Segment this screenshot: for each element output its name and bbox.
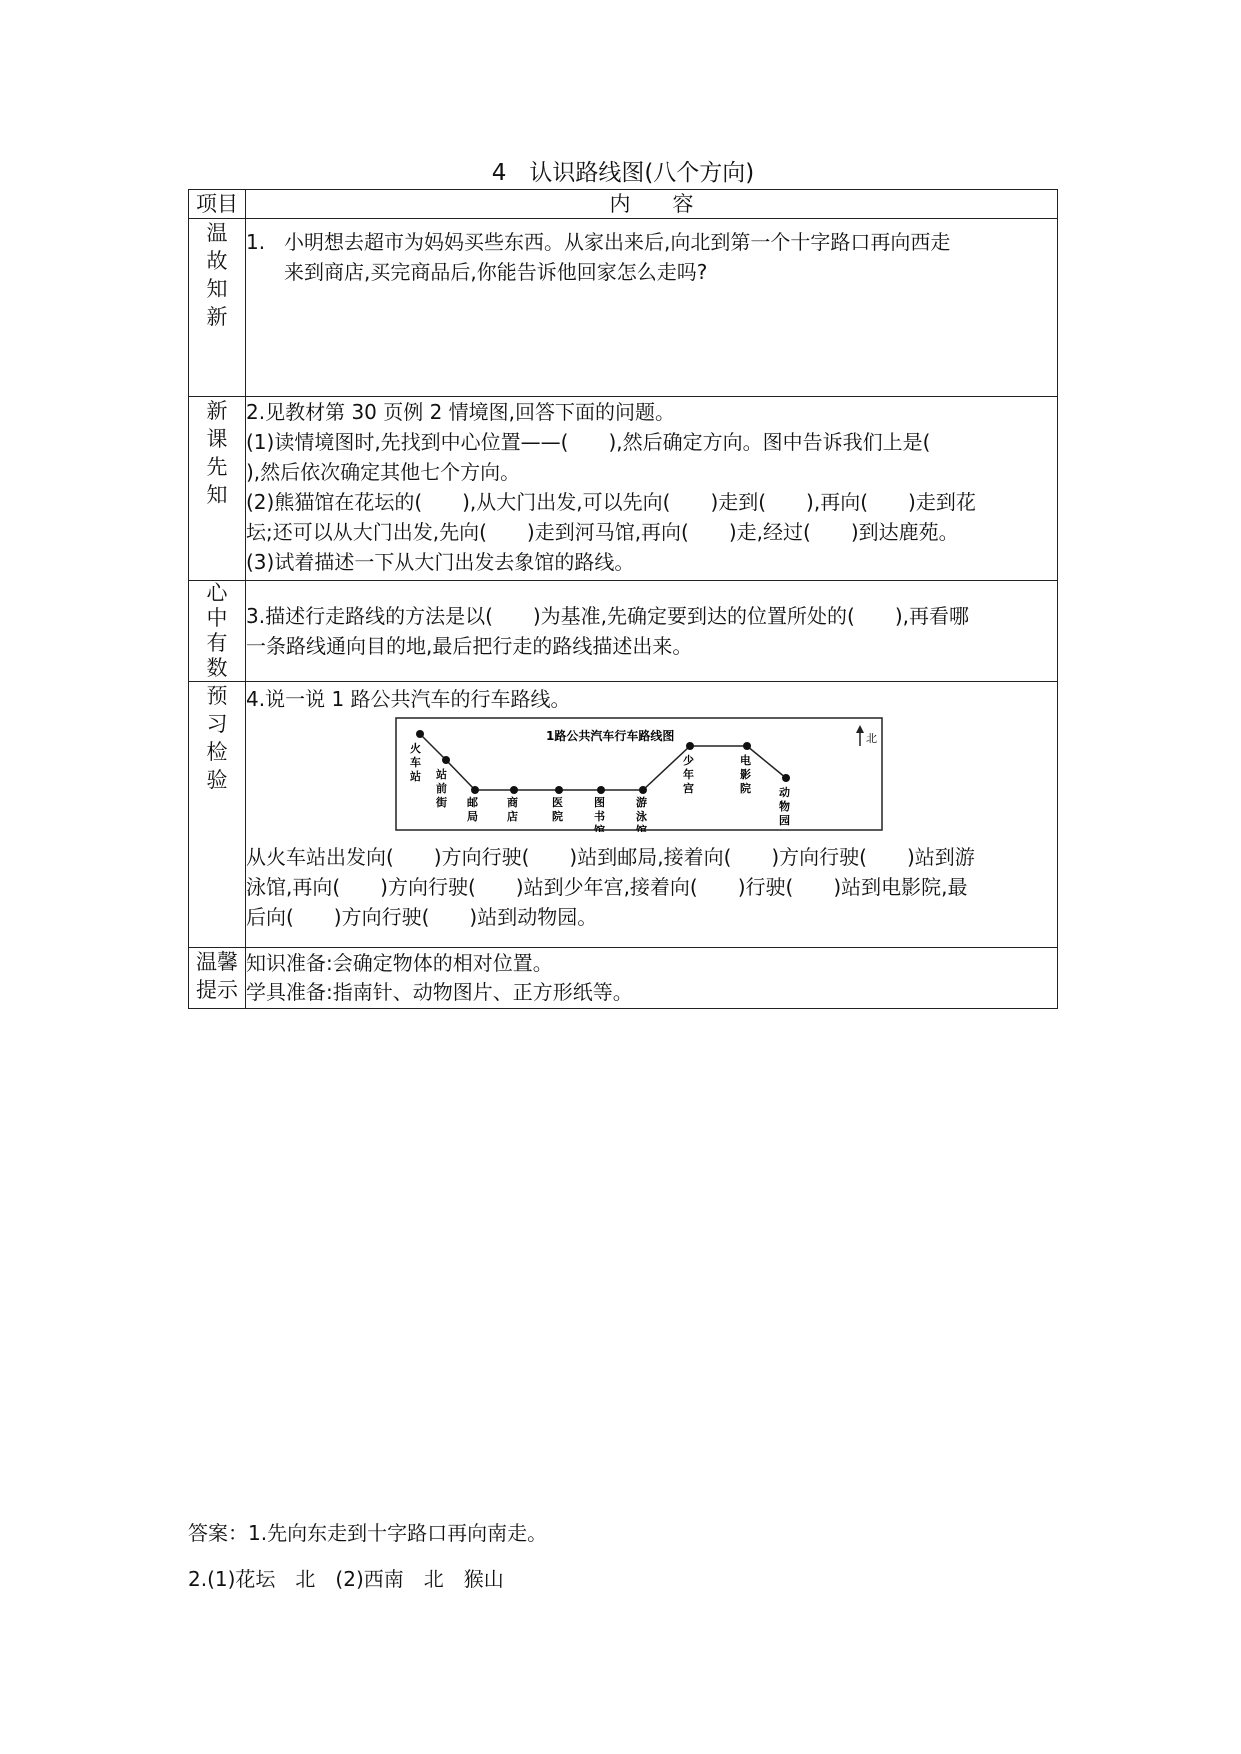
station-dot xyxy=(510,786,518,794)
question-number: 1. xyxy=(246,230,266,254)
question-text: 泳馆,再向( )方向行驶( )站到少年宫,接着向( )行驶( )站到电影院,最 xyxy=(246,875,968,899)
row-tips xyxy=(189,948,1058,1009)
station-dot xyxy=(686,742,694,750)
content-preview xyxy=(246,397,1058,581)
station-dot xyxy=(743,742,751,750)
route-map xyxy=(246,716,1036,832)
station-dot xyxy=(639,786,647,794)
station-label: 电影院 xyxy=(740,754,751,795)
question-text: 后向( )方向行驶( )站到动物园。 xyxy=(246,905,598,929)
header-content: 内 容 xyxy=(246,190,1058,219)
question-text: (2)熊猫馆在花坛的( ),从大门出发,可以先向( )走到( ),再向( )走到花 xyxy=(246,490,976,514)
label-tips: 温馨 提示 xyxy=(189,948,246,1009)
worksheet-table xyxy=(188,189,1058,1009)
station-dot xyxy=(442,756,450,764)
station-dot xyxy=(782,774,790,782)
answers xyxy=(188,1518,547,1610)
station-label: 邮局 xyxy=(467,796,478,823)
label-review: 温 故 知 新 xyxy=(189,219,246,397)
station-label: 图书馆 xyxy=(594,796,605,832)
row-check xyxy=(189,682,1058,948)
station-label: 游泳馆 xyxy=(636,796,647,832)
page-title: 4 认识路线图(八个方向) xyxy=(491,160,755,186)
table-header xyxy=(189,190,1058,219)
question-text: (1)读情境图时,先找到中心位置——( ),然后确定方向。图中告诉我们上是( xyxy=(246,430,931,454)
content-summary xyxy=(246,581,1058,682)
label-preview: 新 课 先 知 xyxy=(189,397,246,581)
tip-text: 知识准备:会确定物体的相对位置。 xyxy=(246,951,553,975)
content-check xyxy=(246,682,1058,948)
question-text: 坛;还可以从大门出发,先向( )走到河马馆,再向( )走,经过( )到达鹿苑。 xyxy=(246,520,959,544)
question-text: 来到商店,买完商品后,你能告诉他回家怎么走吗? xyxy=(284,260,708,284)
content-review xyxy=(246,219,1058,397)
header-item: 项目 xyxy=(189,190,246,219)
station-label: 站前街 xyxy=(436,768,447,809)
row-preview xyxy=(189,397,1058,581)
question-text: 2.见教材第 30 页例 2 情境图,回答下面的问题。 xyxy=(246,400,676,424)
station-label: 火车站 xyxy=(410,742,421,783)
question-text: 一条路线通向目的地,最后把行走的路线描述出来。 xyxy=(246,634,693,658)
answer-line: 答案：1.先向东走到十字路口再向南走。 xyxy=(188,1521,548,1545)
station-label: 医院 xyxy=(552,796,563,823)
row-summary xyxy=(189,581,1058,682)
question-text: 从火车站出发向( )方向行驶( )站到邮局,接着向( )方向行驶( )站到游 xyxy=(246,845,975,869)
question-text: 3.描述行走路线的方法是以( )为基准,先确定要到达的位置所处的( ),再看哪 xyxy=(246,604,970,628)
row-review xyxy=(189,219,1058,397)
label-summary: 心 中 有 数 xyxy=(189,581,246,682)
station-label: 商店 xyxy=(507,796,518,823)
station-dot xyxy=(555,786,563,794)
content-tips xyxy=(246,948,1058,1009)
station-dot xyxy=(471,786,479,794)
question-text: (3)试着描述一下从大门出发去象馆的路线。 xyxy=(246,550,635,574)
answer-line: 2.(1)花坛 北 (2)西南 北 猴山 xyxy=(188,1567,504,1591)
question-text: ),然后依次确定其他七个方向。 xyxy=(246,460,521,484)
question-text: 4.说一说 1 路公共汽车的行车路线。 xyxy=(246,687,571,711)
station-label: 少年宫 xyxy=(683,754,694,795)
question-text: 小明想去超市为妈妈买些东西。从家出来后,向北到第一个十字路口再向西走 xyxy=(284,230,951,254)
station-dot xyxy=(416,730,424,738)
tip-text: 学具准备:指南针、动物图片、正方形纸等。 xyxy=(246,980,633,1004)
label-check: 预 习 检 验 xyxy=(189,682,246,948)
station-dot xyxy=(597,786,605,794)
route-map-title: 1路公共汽车行车路线图 xyxy=(546,729,675,743)
north-label: 北 xyxy=(866,732,877,745)
station-label: 动物园 xyxy=(779,786,790,827)
